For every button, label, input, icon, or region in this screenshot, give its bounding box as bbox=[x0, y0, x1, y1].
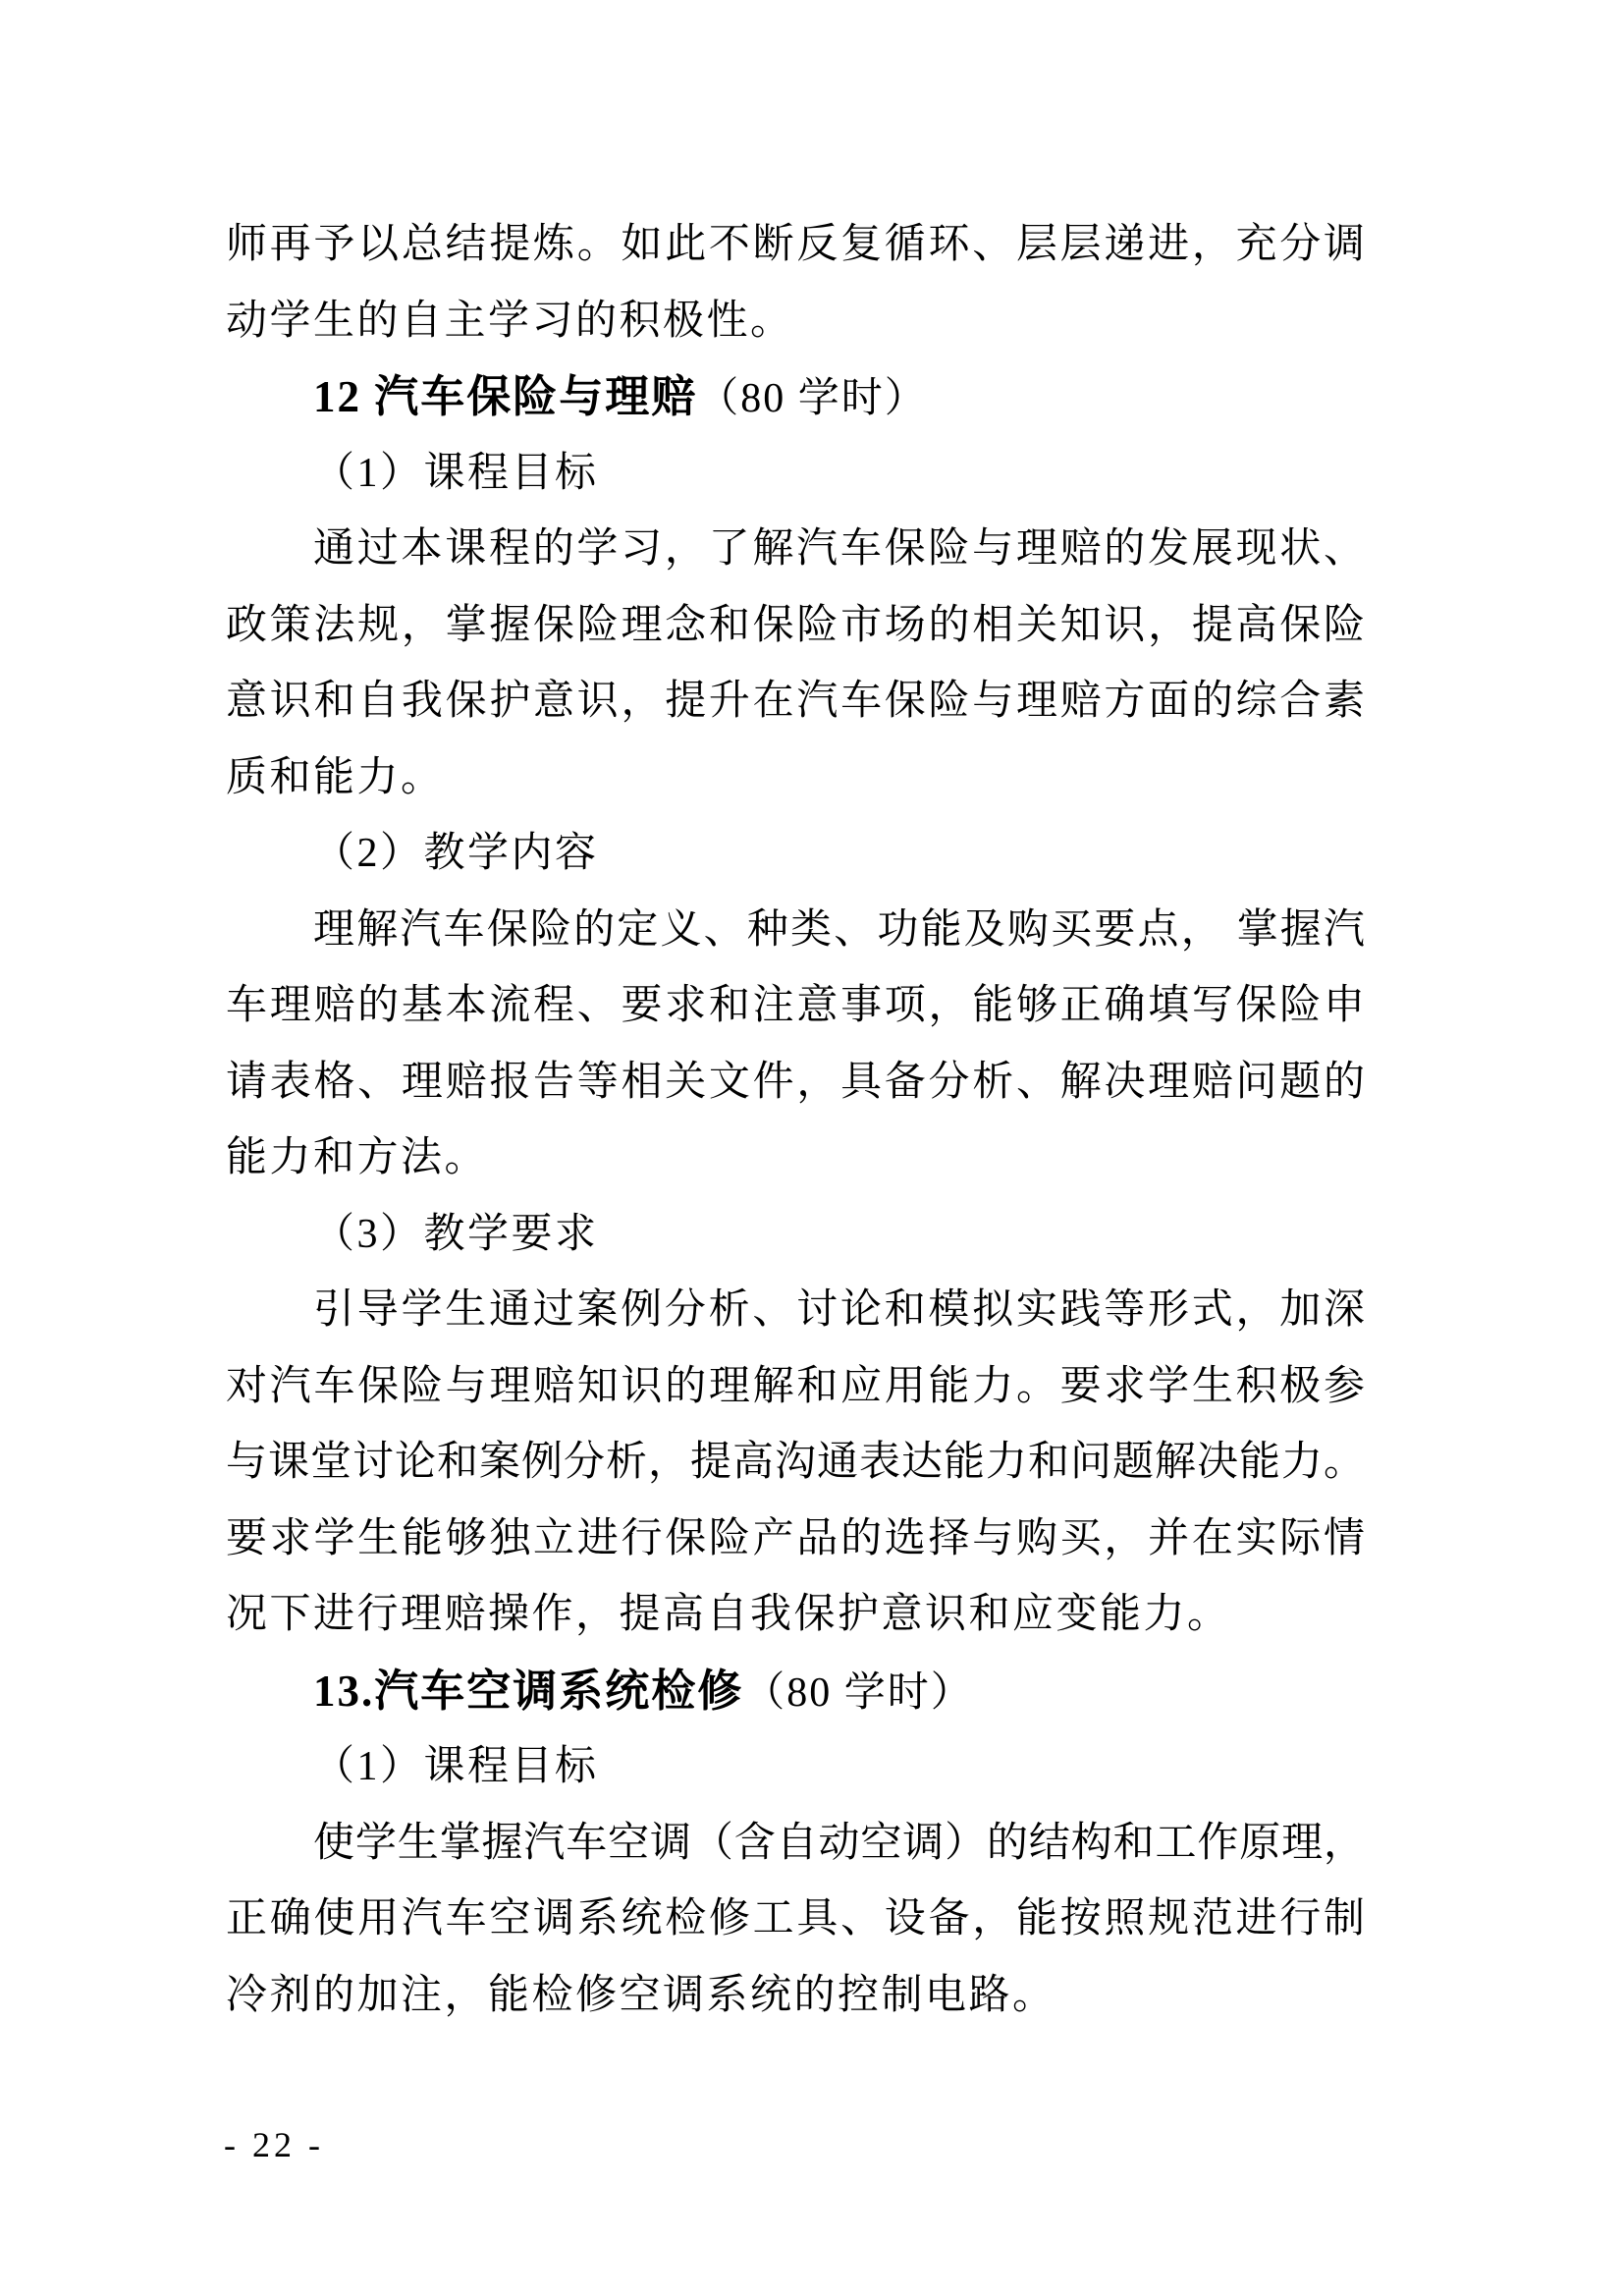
course-heading bbox=[226, 359, 1365, 436]
body-text-line: 车理赔的基本流程、要求和注意事项，能够正确填写保险申 bbox=[226, 983, 1365, 1028]
course-title: 12 汽车保险与理赔 bbox=[313, 372, 698, 421]
body-text-line: 质和能力。 bbox=[226, 754, 445, 800]
body-text-line: 师再予以总结提炼。如此不断反复循环、层层递进，充分调 bbox=[226, 222, 1365, 267]
course-heading bbox=[226, 1654, 1365, 1730]
body-text-line: 引导学生通过案例分析、讨论和模拟实践等形式，加深 bbox=[313, 1287, 1365, 1333]
section-heading: （3）教学要求 bbox=[313, 1211, 599, 1257]
body-text-line: 正确使用汽车空调系统检修工具、设备，能按照规范进行制 bbox=[226, 1896, 1365, 1941]
body-text-line: 意识和自我保护意识，提升在汽车保险与理赔方面的综合素 bbox=[226, 679, 1365, 724]
body-text-line: 对汽车保险与理赔知识的理解和应用能力。要求学生积极参 bbox=[226, 1363, 1365, 1409]
body-text-line: 与课堂讨论和案例分析，提高沟通表达能力和问题解决能力。 bbox=[226, 1440, 1365, 1485]
body-text-line: 况下进行理赔操作，提高自我保护意识和应变能力。 bbox=[226, 1592, 1231, 1637]
course-hours: （80 学时） bbox=[697, 376, 928, 421]
body-text-line: 能力和方法。 bbox=[226, 1135, 489, 1180]
body-text-line: 理解汽车保险的定义、种类、功能及购买要点， 掌握汽 bbox=[313, 906, 1365, 953]
course-title: 13.汽车空调系统检修 bbox=[313, 1666, 744, 1716]
course-hours: （80 学时） bbox=[743, 1669, 974, 1716]
section-heading: （2）教学内容 bbox=[313, 831, 599, 876]
section-heading: （1）课程目标 bbox=[313, 450, 599, 496]
body-text-line: 政策法规，掌握保险理念和保险市场的相关知识，提高保险 bbox=[226, 602, 1365, 648]
page-number: - 22 - bbox=[224, 2125, 324, 2164]
body-text-line: 请表格、理赔报告等相关文件，具备分析、解决理赔问题的 bbox=[226, 1059, 1365, 1105]
section-heading: （1）课程目标 bbox=[313, 1744, 599, 1789]
body-text-line: 通过本课程的学习，了解汽车保险与理赔的发展现状、 bbox=[313, 526, 1365, 572]
body-text-line: 冷剂的加注，能检修空调系统的控制电路。 bbox=[226, 1972, 1056, 2018]
document-body bbox=[226, 207, 1365, 2034]
body-text-line: 动学生的自主学习的积极性。 bbox=[226, 298, 794, 344]
body-text-line: 使学生掌握汽车空调（含自动空调）的结构和工作原理， bbox=[313, 1820, 1365, 1866]
body-text-line: 要求学生能够独立进行保险产品的选择与购买，并在实际情 bbox=[226, 1515, 1365, 1561]
